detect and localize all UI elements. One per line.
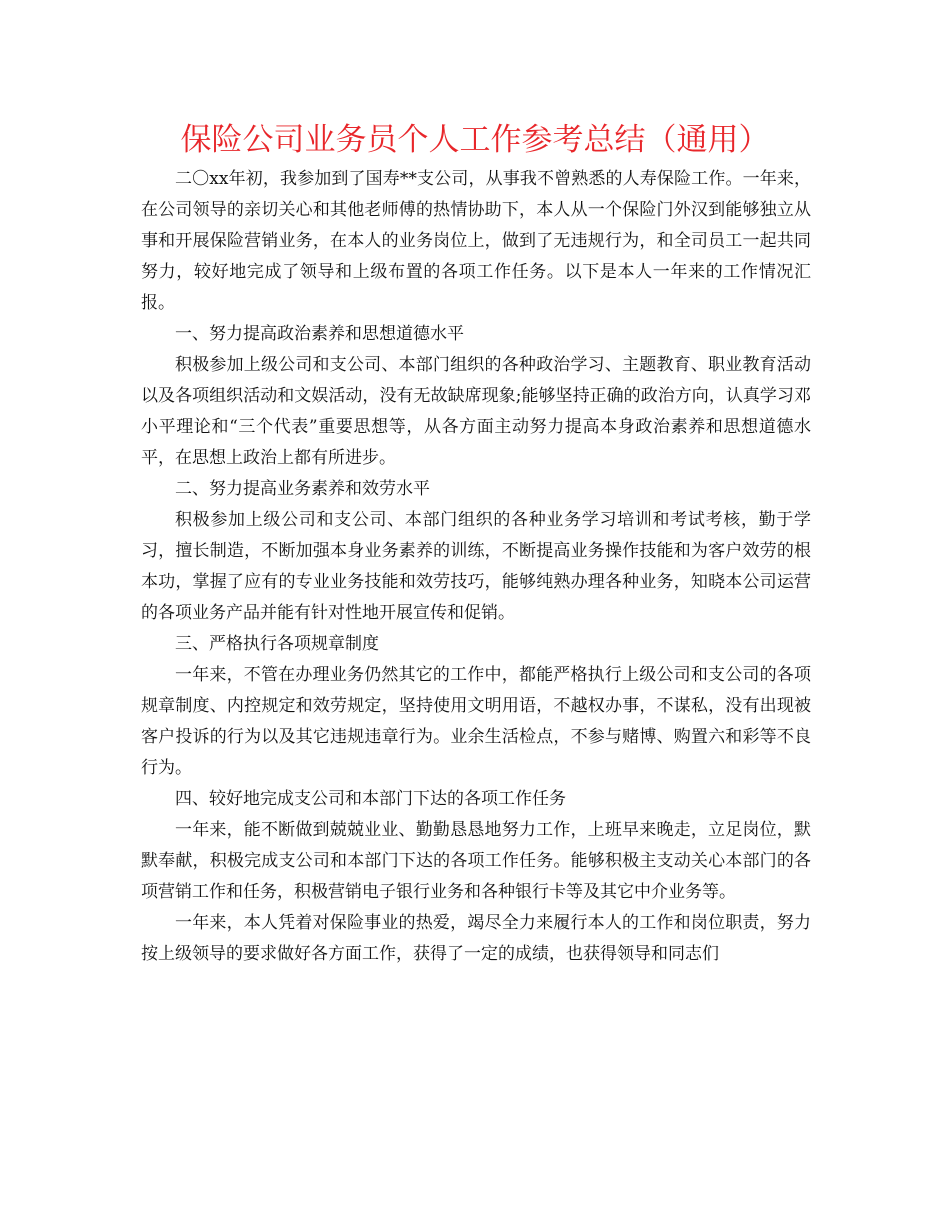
section-heading-2: 二、努力提高业务素养和效劳水平 xyxy=(175,479,430,499)
document-body xyxy=(141,164,811,970)
document-title: 保险公司业务员个人工作参考总结（通用） xyxy=(180,122,770,158)
closing-paragraph: 一年来，本人凭着对保险事业的热爱，竭尽全力来履行本人的工作和岗位职责，努力按上级领导的要求做好各方面工作，获得了一定的成绩，也获得领导和同志们 xyxy=(141,913,811,964)
section-paragraph-2: 积极参加上级公司和支公司、本部门组织的各种业务学习培训和考试考核，勤于学习，擅长制造，不断加强本身业务素养的训练，不断提高业务操作技能和为客户效劳的根本功，掌握了应有的专业业务技能和效劳技巧，能够纯熟办理各种业务，知晓本公司运营的各项业务产品并能有针对性地开展宣传和促销。 xyxy=(141,510,811,623)
intro-paragraph: 二〇xx年初，我参加到了国寿**支公司，从事我不曾熟悉的人寿保险工作。一年来，在公司领导的亲切关心和其他老师傅的热情协助下，本人从一个保险门外汉到能够独立从事和开展保险营销业务，在本人的业务岗位上，做到了无违规行为，和全司员工一起共同努力，较好地完成了领导和上级布置的各项工作任务。以下是本人一年来的工作情况汇报。 xyxy=(141,169,811,313)
section-paragraph-4: 一年来，能不断做到兢兢业业、勤勤恳恳地努力工作，上班早来晚走，立足岗位，默默奉献，积极完成支公司和本部门下达的各项工作任务。能够积极主支动关心本部门的各项营销工作和任务，积极营销电子银行业务和各种银行卡等及其它中介业务等。 xyxy=(141,820,811,902)
section-paragraph-1: 积极参加上级公司和支公司、本部门组织的各种政治学习、主题教育、职业教育活动以及各项组织活动和文娱活动，没有无故缺席现象;能够坚持正确的政治方向，认真学习邓小平理论和“三个代表”重要思想等，从各方面主动努力提高本身政治素养和思想道德水平，在思想上政治上都有所进步。 xyxy=(141,355,811,468)
section-heading-1: 一、努力提高政治素养和思想道德水平 xyxy=(175,324,464,344)
section-paragraph-3: 一年来，不管在办理业务仍然其它的工作中，都能严格执行上级公司和支公司的各项规章制度、内控规定和效劳规定，坚持使用文明用语，不越权办事，不谋私，没有出现被客户投诉的行为以及其它违规违章行为。业余生活检点，不参与赌博、购置六和彩等不良行为。 xyxy=(141,665,811,778)
section-heading-3: 三、严格执行各项规章制度 xyxy=(175,634,379,654)
section-heading-4: 四、较好地完成支公司和本部门下达的各项工作任务 xyxy=(175,789,566,809)
